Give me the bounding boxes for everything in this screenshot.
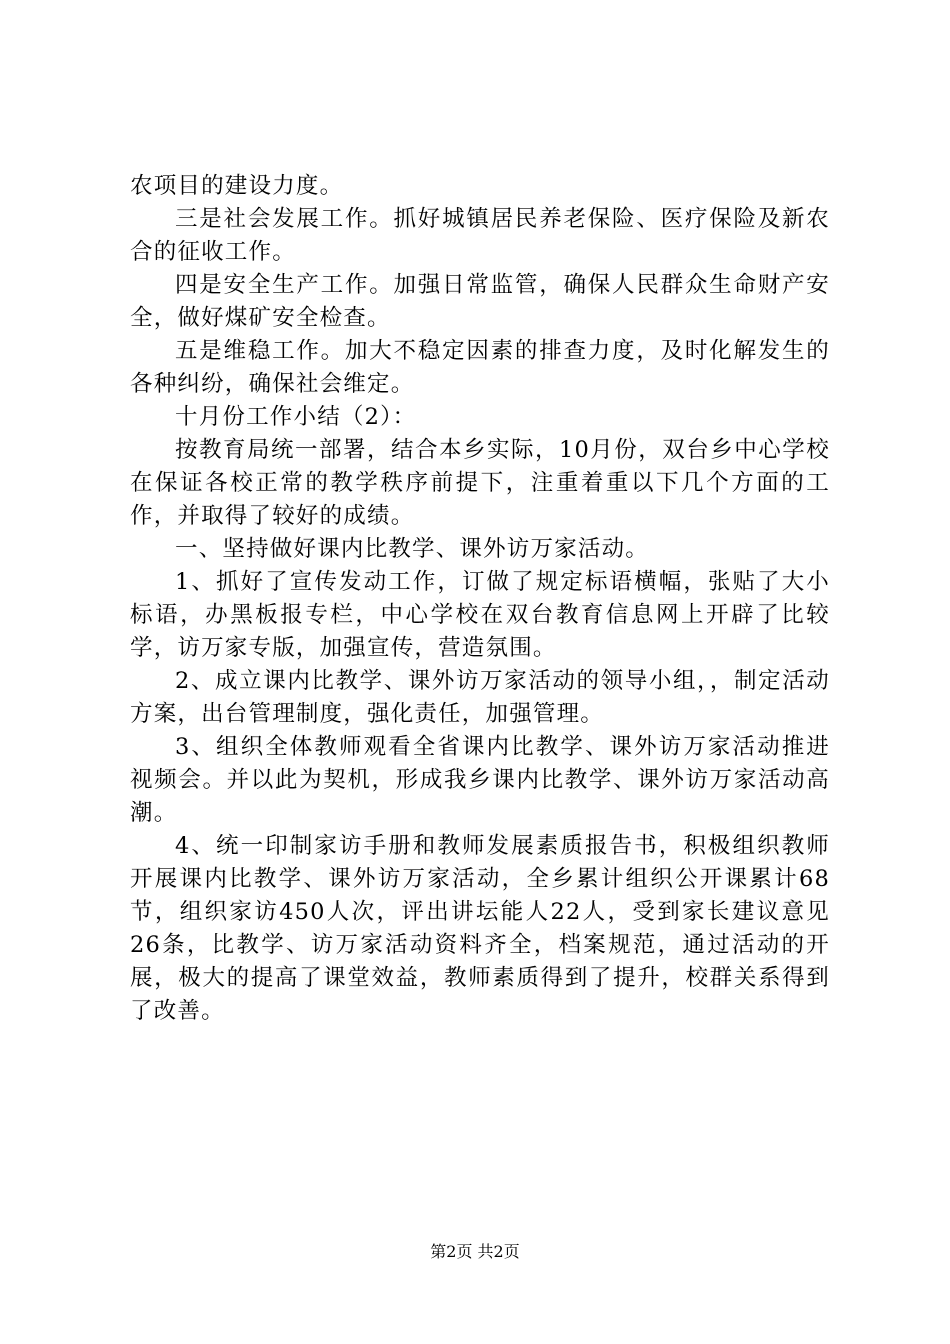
paragraph-social-development: 三是社会发展工作。抓好城镇居民养老保险、医疗保险及新农合的征收工作。 xyxy=(130,206,830,265)
section-heading-october-summary: 十月份工作小结（2）： xyxy=(175,404,417,430)
paragraph-item-1: 1、抓好了宣传发动工作，订做了规定标语横幅，张贴了大小标语，办黑板报专栏，中心学校在双台教育信息网上开辟了比较学，访万家专版，加强宣传，营造氛围。 xyxy=(130,569,830,661)
paragraph-continuation: 农项目的建设力度。 xyxy=(130,173,344,199)
paragraph-heading-activity: 一、坚持做好课内比教学、课外访万家活动。 xyxy=(175,536,650,562)
paragraph-intro: 按教育局统一部署，结合本乡实际，10月份，双台乡中心学校在保证各校正常的教学秩序前提下，注重着重以下几个方面的工作，并取得了较好的成绩。 xyxy=(130,437,830,529)
paragraph-item-4: 4、统一印制家访手册和教师发展素质报告书，积极组织教师开展课内比教学、课外访万家活动，全乡累计组织公开课累计68节，组织家访450人次，评出讲坛能人22人，受到家长建议意见26条，比教学、访万家活动资料齐全，档案规范，通过活动的开展，极大的提高了课堂效益，教师素质得到了提升，校群关系得到了改善。 xyxy=(130,833,830,1024)
paragraph-safety-production: 四是安全生产工作。加强日常监管，确保人民群众生命财产安全，做好煤矿安全检查。 xyxy=(130,272,830,331)
document-body xyxy=(130,170,830,1028)
page-footer: 第2页 共2页 xyxy=(430,1242,520,1261)
paragraph-item-3: 3、组织全体教师观看全省课内比教学、课外访万家活动推进视频会。并以此为契机，形成我乡课内比教学、课外访万家活动高潮。 xyxy=(130,734,830,826)
paragraph-stability: 五是维稳工作。加大不稳定因素的排查力度，及时化解发生的各种纠纷，确保社会维定。 xyxy=(130,338,830,397)
paragraph-item-2: 2、成立课内比教学、课外访万家活动的领导小组，，制定活动方案，出台管理制度，强化责任，加强管理。 xyxy=(130,668,830,727)
